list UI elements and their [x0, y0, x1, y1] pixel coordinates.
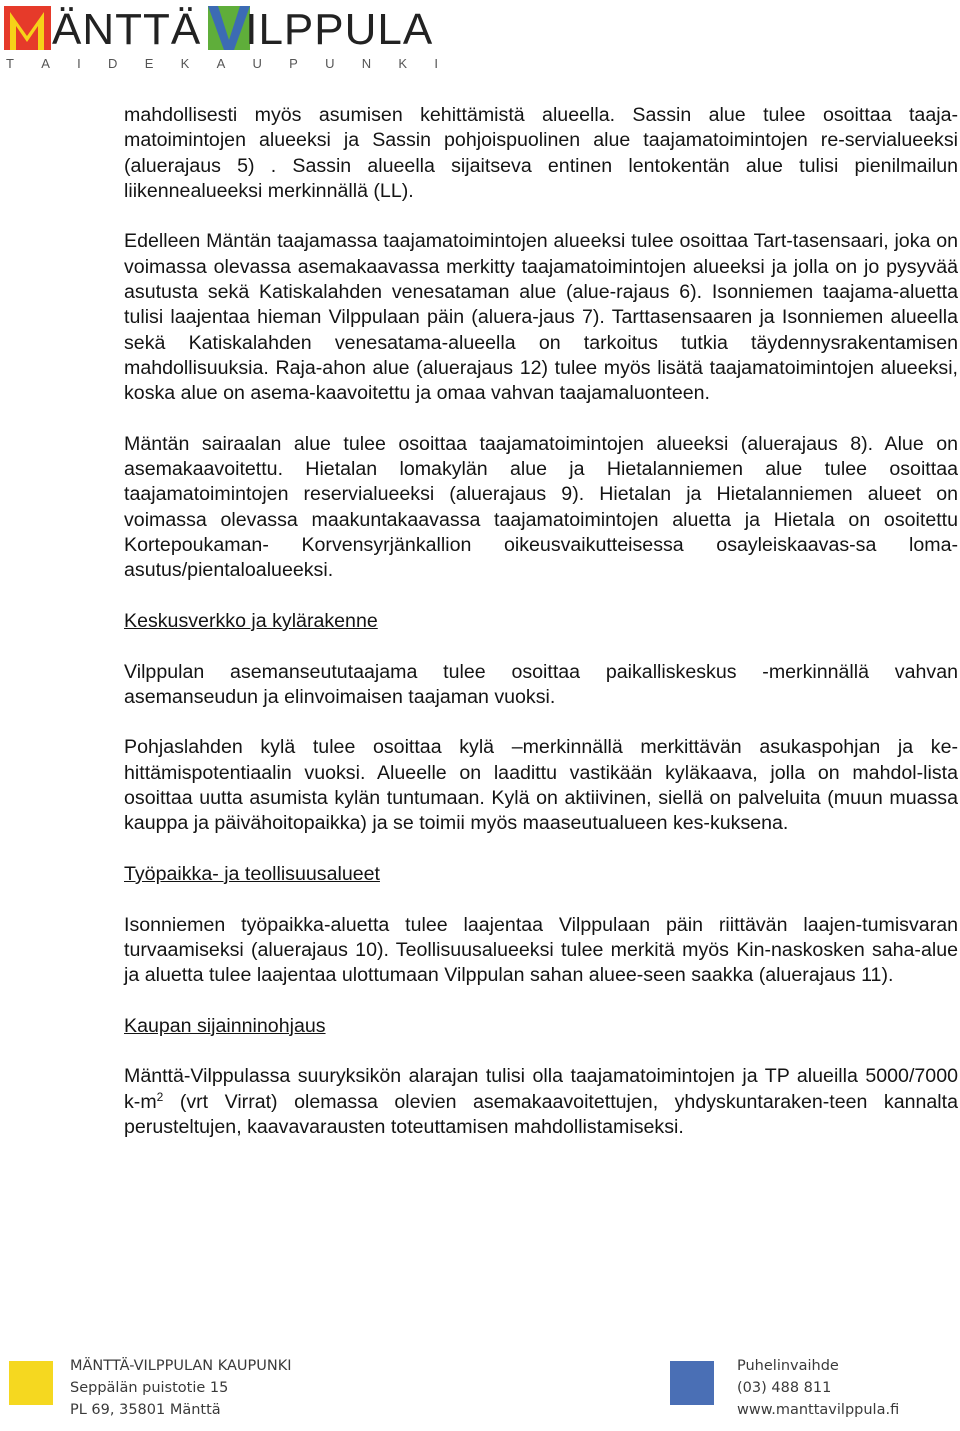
- body-paragraph: Pohjaslahden kylä tulee osoittaa kylä –merkinnällä merkittävän asukaspohjan ja ke-hittämispotentiaalin vuoksi. Alueelle on laadittu vastikään kyläkaava, jolla on mahdol-lista osoittaa uutta asumista kylän tuntumaan. Kylä on aktiivinen, siellä on palveluita (muun muassa kauppa ja päivähoitopaikka) ja se toimii myös maaseutualueen kes-kuksena.: [124, 736, 958, 835]
- footer-blue-square: [670, 1361, 714, 1405]
- logo-tagline-letter: U: [252, 56, 262, 71]
- logo-tagline-letter: K: [398, 56, 408, 71]
- section-heading: Kaupan sijainninohjaus: [124, 1014, 326, 1037]
- footer-contact-line: Puhelinvaihde: [737, 1358, 839, 1374]
- footer-address: [70, 1355, 292, 1421]
- body-paragraph: mahdollisesti myös asumisen kehittämistä alueella. Sassin alue tulee osoittaa taaja-matoimintojen alueeksi ja Sassin pohjoispuolinen alue taajamatoimintojen re-servialueeksi (aluerajaus 5) . Sassin alueella sijaitseva entinen lentokentän alue tulisi pienilmailun liikennealueeksi merkinnällä (LL).: [124, 104, 958, 202]
- page-footer: [0, 1355, 960, 1431]
- footer-address-line: Seppälän puistotie 15: [70, 1380, 229, 1396]
- footer-address-line: MÄNTTÄ-VILPPULAN KAUPUNKI: [70, 1358, 292, 1374]
- paragraph-text: Mänttä-Vilppulassa suuryksikön alarajan tulisi olla taajamatoimintojen ja TP alueilla 5000/7000 k-m: [124, 1065, 958, 1113]
- section-heading: Keskusverkko ja kylärakenne: [124, 609, 378, 632]
- body-paragraph: Vilppulan asemanseututaajama tulee osoittaa paikalliskeskus -merkinnällä vahvan asemanseudun ja elinvoimaisen taajaman vuoksi.: [124, 660, 958, 708]
- footer-yellow-square: [9, 1361, 53, 1405]
- logo-tagline-letter: U: [325, 56, 335, 71]
- footer-contact: [737, 1355, 899, 1421]
- footer-contact-line: (03) 488 811: [737, 1380, 832, 1396]
- unit-superscript: 2: [156, 1089, 164, 1104]
- footer-contact-line: www.manttavilppula.fi: [737, 1402, 900, 1418]
- section-heading: Työpaikka- ja teollisuusalueet: [124, 862, 380, 885]
- logo-tagline-letter: T: [6, 56, 14, 71]
- city-logo: [4, 2, 444, 74]
- logo-tagline: [6, 56, 438, 71]
- logo-wordmark-mantta: ÄNTTÄ: [52, 5, 202, 54]
- logo-tagline-letter: A: [41, 56, 50, 71]
- body-paragraph: Edelleen Mäntän taajamassa taajamatoimintojen alueeksi tulee osoittaa Tart-tasensaari, joka on voimassa olevassa asemakaavassa merkitty taajamatoimintojen alueeksi ja jolla on jo pysyvää asutusta sekä Katiskalahden venesataman alue (alue-rajaus 6). Isonniemen taajama-aluetta tulisi laajentaa hieman Vilppulaan päin (aluera-jaus 7). Tarttasensaaren ja Isonniemen alueella sekä Katiskalahden venesatama-alueella on tarkoitus tutkia täydennysrakentamisen mahdollisuuksia. Raja-ahon alue (aluerajaus 12) tulee myös lisätä taajamatoimintojen alueeksi, koska alue on asema-kaavoitettu ja omaa vahvan taajamaluonteen.: [124, 230, 958, 405]
- logo-tagline-letter: A: [216, 56, 226, 71]
- logo-wordmark-ilppula: ILPPULA: [245, 5, 434, 54]
- logo-tagline-letter: I: [77, 56, 81, 71]
- body-paragraph: Isonniemen työpaikka-aluetta tulee laajentaa Vilppulaan päin riittävän laajen-tumisvaran turvaamiseksi (aluerajaus 10). Teollisuusalueeksi tulee merkitä myös Kin-naskosken saha-alue ja aluetta tulee laajentaa ulottumaan Vilppulan sahan aluee-seen saakka (aluerajaus 11).: [124, 913, 958, 987]
- logo-tagline-letter: I: [434, 56, 438, 71]
- logo-tagline-letter: K: [180, 56, 190, 71]
- document-body: [124, 103, 958, 1165]
- paragraph-text: (vrt Virrat) olemassa olevien asemakaavoitettujen, yhdyskuntaraken-teen kannalta perusteltujen, kaavavarausten toteuttamisen mahdollistamiseksi.: [124, 1090, 958, 1138]
- footer-address-line: PL 69, 35801 Mänttä: [70, 1402, 221, 1418]
- logo-tagline-letter: E: [144, 56, 154, 71]
- logo-tagline-letter: P: [289, 56, 298, 71]
- body-paragraph: [124, 1064, 958, 1140]
- logo-tagline-letter: D: [108, 56, 118, 71]
- logo-tagline-letter: N: [361, 56, 372, 71]
- body-paragraph: Mäntän sairaalan alue tulee osoittaa taajamatoimintojen alueeksi (aluerajaus 8). Alue on asemakaavoitettu. Hietalan lomakylän alue ja Hietalanniemen alue tulee osoittaa taajamatoimintojen reservialueeksi (aluerajaus 9). Hietalan ja Hietalanniemen alueet on voimassa olevassa maakuntakaavassa taajamatoimintojen aluetta ja Hietala on osoitettu Kortepoukaman- Korvensyrjänkallion oikeusvaikutteisessa osayleiskaavas-sa loma-asutus/pientaloalueeksi.: [124, 432, 958, 582]
